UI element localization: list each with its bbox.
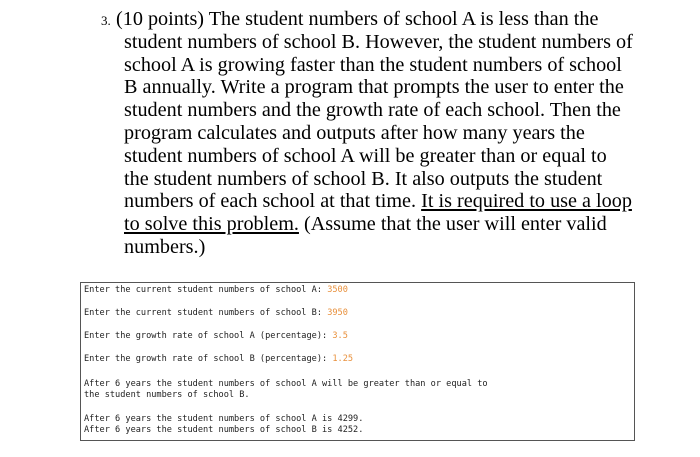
prompt-text: Enter the growth rate of school B (percentage): <box>84 354 333 364</box>
console-result-line-1: After 6 years the student numbers of school A will be greater than or equal to <box>84 379 488 389</box>
prompt-text: Enter the growth rate of school A (percentage): <box>84 331 333 341</box>
user-input-school-a: 3500 <box>327 285 348 295</box>
user-input-rate-b: 1.25 <box>332 354 354 364</box>
problem-line-4: B annually. Write a program that prompts the user to enter the <box>124 76 624 99</box>
problem-line-1: (10 points) The student numbers of school A is less than the <box>116 8 599 30</box>
console-prompt-school-a <box>84 285 348 296</box>
problem-line-3: school A is growing faster than the student numbers of school <box>124 53 622 76</box>
problem-line-2: student numbers of school B. However, the student numbers of <box>124 30 633 53</box>
problem-line-11: numbers.) <box>124 235 206 258</box>
problem-statement <box>101 8 661 259</box>
loop-requirement-underlined: It is required to use a loop <box>421 190 632 213</box>
prompt-text: Enter the current student numbers of school A: <box>84 285 328 295</box>
console-count-school-b: After 6 years the student numbers of school B is 4252. <box>84 425 364 435</box>
console-count-school-a: After 6 years the student numbers of school A is 4299. <box>84 414 364 424</box>
problem-line-10 <box>101 213 661 236</box>
problem-line-10-text: (Assume that the user will enter valid <box>298 213 607 236</box>
console-prompt-school-b <box>84 308 348 319</box>
prompt-text: Enter the current student numbers of school B: <box>84 308 328 318</box>
user-input-rate-a: 3.5 <box>332 331 348 341</box>
problem-line-8: the student numbers of school B. It also outputs the student <box>124 167 603 190</box>
problem-line-9 <box>101 190 661 213</box>
loop-requirement-underlined-cont: to solve this problem. <box>124 213 299 236</box>
console-prompt-rate-a <box>84 331 348 342</box>
problem-line-7: student numbers of school A will be greater than or equal to <box>124 144 607 167</box>
console-prompt-rate-b <box>84 354 353 365</box>
problem-line-5: student numbers and the growth rate of each school. Then the <box>124 99 621 122</box>
console-result-line-2: the student numbers of school B. <box>84 390 250 400</box>
problem-line-9-text: numbers of each school at that time. <box>124 190 422 213</box>
problem-line-6: program calculates and outputs after how many years the <box>124 121 585 144</box>
sample-run-console <box>80 282 635 441</box>
user-input-school-b: 3950 <box>327 308 348 318</box>
question-number: 3. <box>101 13 111 28</box>
